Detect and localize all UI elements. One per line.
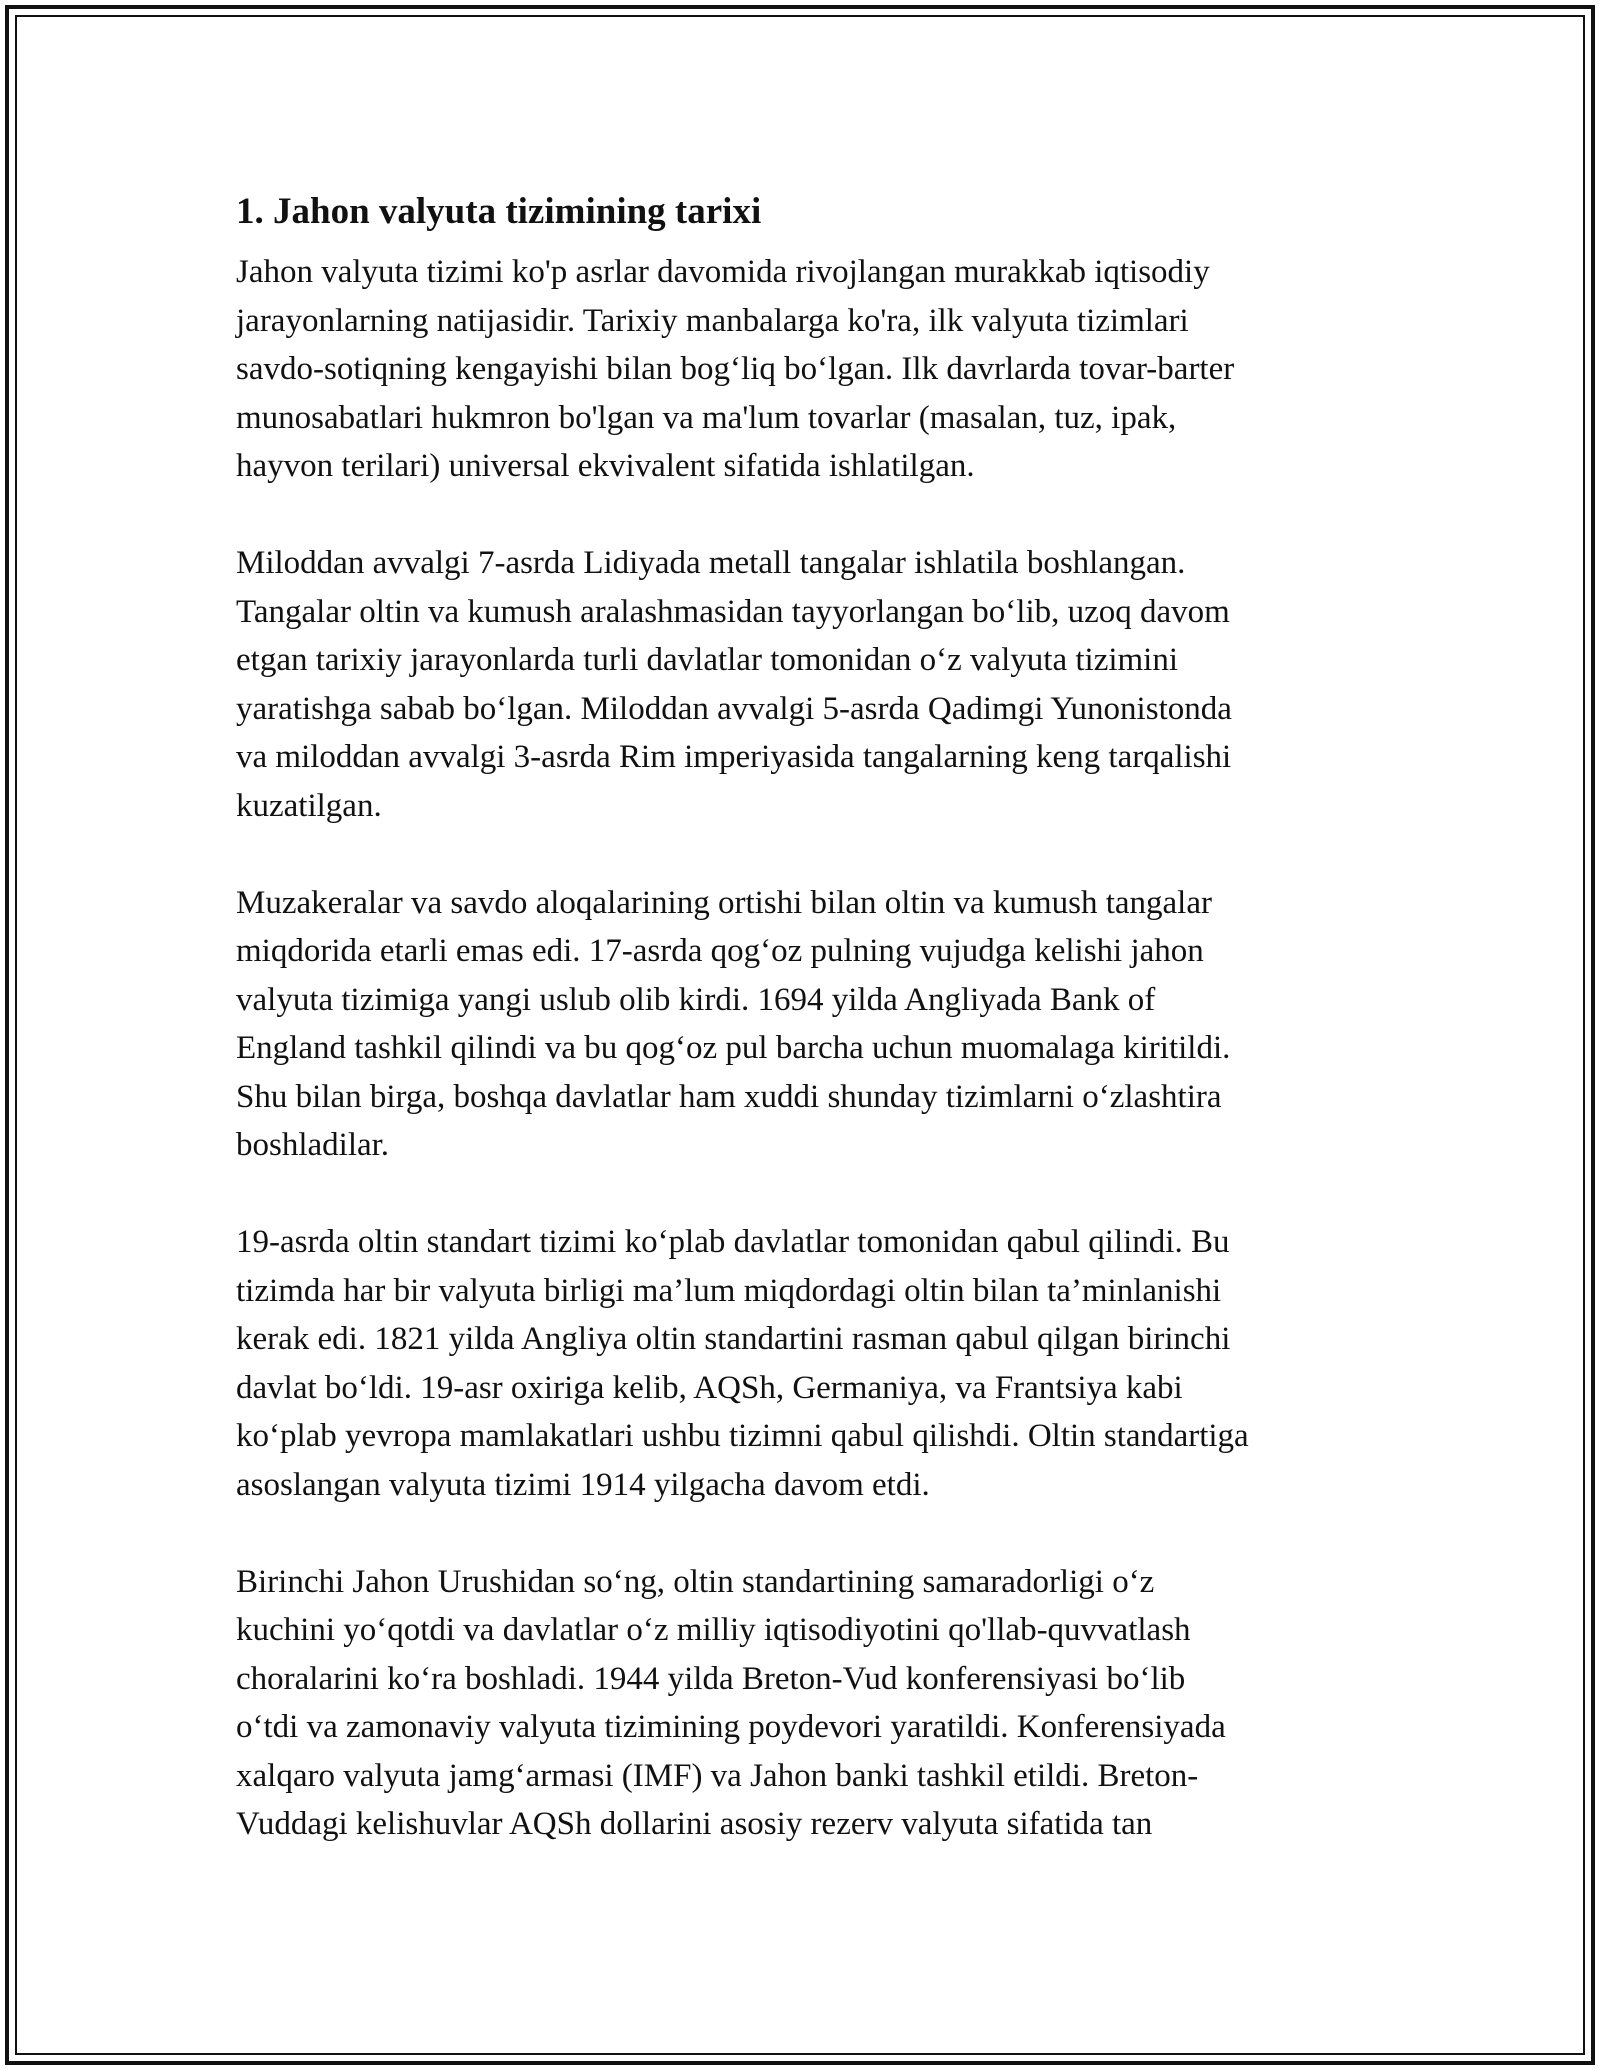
paragraph-1 (236, 248, 1366, 491)
text-line: jarayonlarning natijasidir. Tarixiy manbalarga ko'ra, ilk valyuta tizimlari (236, 302, 1189, 339)
text-line: tizimda har bir valyuta birligi ma’lum miqdordagi oltin bilan ta’minlanishi (236, 1272, 1222, 1309)
text-line: yaratishga sabab bo‘lgan. Miloddan avvalgi 5-asrda Qadimgi Yunonistonda (236, 690, 1232, 727)
text-line: asoslangan valyuta tizimi 1914 yilgacha davom etdi. (236, 1466, 930, 1503)
text-line: kerak edi. 1821 yilda Angliya oltin standartini rasman qabul qilgan birinchi (236, 1321, 1231, 1357)
section-heading: 1. Jahon valyuta tizimining tarixi (236, 191, 762, 232)
document-body (236, 188, 1366, 1897)
text-line: ko‘plab yevropa mamlakatlari ushbu tizimni qabul qilishdi. Oltin standartiga (236, 1418, 1249, 1454)
text-line: Miloddan avvalgi 7-asrda Lidiyada metall tangalar ishlatila boshlangan. (236, 545, 1186, 581)
text-line: munosabatlari hukmron bo'lgan va ma'lum tovarlar (masalan, tuz, ipak, (236, 399, 1177, 436)
text-line: kuchini yo‘qotdi va davlatlar o‘z milliy iqtisodiyotini qo'llab-quvvatlash (236, 1612, 1191, 1648)
paragraph-5 (236, 1558, 1366, 1849)
text-line: savdo-sotiqning kengayishi bilan bog‘liq bo‘lgan. Ilk davrlarda tovar-barter (236, 351, 1235, 387)
text-line: England tashkil qilindi va bu qog‘oz pul barcha uchun muomalaga kiritildi. (236, 1030, 1231, 1066)
paragraph-3 (236, 879, 1366, 1170)
paragraph-2 (236, 539, 1366, 830)
text-line: 19-asrda oltin standart tizimi ko‘plab davlatlar tomonidan qabul qilindi. Bu (236, 1224, 1230, 1260)
text-line: etgan tarixiy jarayonlarda turli davlatlar tomonidan o‘z valyuta tizimini (236, 642, 1179, 678)
text-line: hayvon terilari) universal ekvivalent sifatida ishlatilgan. (236, 448, 975, 484)
text-line: miqdorida etarli emas edi. 17-asrda qog‘oz pulning vujudga kelishi jahon (236, 933, 1204, 969)
paragraph-4 (236, 1218, 1366, 1509)
text-line: kuzatilgan. (236, 787, 382, 824)
text-line: boshladilar. (236, 1127, 390, 1163)
text-line: Jahon valyuta tizimi ko'p asrlar davomida rivojlangan murakkab iqtisodiy (236, 254, 1210, 290)
text-line: Tangalar oltin va kumush aralashmasidan tayyorlangan bo‘lib, uzoq davom (236, 593, 1230, 630)
text-line: choralarini ko‘ra boshladi. 1944 yilda Breton-Vud konferensiyasi bo‘lib (236, 1660, 1186, 1697)
text-line: Birinchi Jahon Urushidan so‘ng, oltin standartining samaradorligi o‘z (236, 1563, 1155, 1600)
text-line: xalqaro valyuta jamg‘armasi (IMF) va Jahon banki tashkil etildi. Breton- (236, 1757, 1199, 1794)
text-line: valyuta tizimiga yangi uslub olib kirdi. 1694 yilda Angliyada Bank of (236, 981, 1156, 1018)
text-line: va miloddan avvalgi 3-asrda Rim imperiyasida tangalarning keng tarqalishi (236, 739, 1232, 775)
text-line: Vuddagi kelishuvlar AQSh dollarini asosiy rezerv valyuta sifatida tan (236, 1806, 1153, 1842)
text-line: o‘tdi va zamonaviy valyuta tizimining poydevori yaratildi. Konferensiyada (236, 1709, 1226, 1745)
text-line: Muzakeralar va savdo aloqalarining ortishi bilan oltin va kumush tangalar (236, 884, 1212, 921)
text-line: davlat bo‘ldi. 19-asr oxiriga kelib, AQSh, Germaniya, va Frantsiya kabi (236, 1369, 1183, 1406)
text-line: Shu bilan birga, boshqa davlatlar ham xuddi shunday tizimlarni o‘zlashtira (236, 1078, 1222, 1115)
